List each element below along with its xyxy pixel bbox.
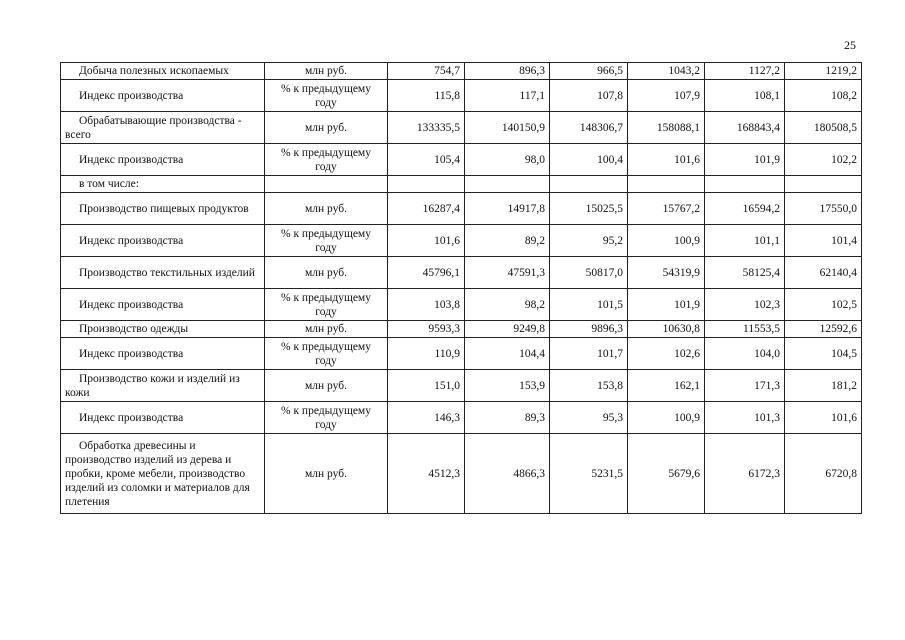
value-cell: 101,6 (388, 225, 465, 257)
value-cell: 58125,4 (705, 257, 785, 289)
row-name: в том числе: (61, 176, 265, 193)
row-name: Индекс производства (61, 338, 265, 370)
value-cell: 158088,1 (628, 112, 705, 144)
value-cell: 102,2 (785, 144, 862, 176)
value-cell: 140150,9 (465, 112, 550, 144)
value-cell: 102,6 (628, 338, 705, 370)
row-name: Обработка древесины и производство изделий из дерева и пробки, кроме мебели, производство изделий из соломки и материалов для плетения (61, 434, 265, 514)
table-row (61, 144, 862, 176)
value-cell (628, 176, 705, 193)
value-cell: 146,3 (388, 402, 465, 434)
value-cell: 103,8 (388, 289, 465, 321)
value-cell: 107,9 (628, 80, 705, 112)
value-cell: 95,3 (550, 402, 628, 434)
value-cell: 16594,2 (705, 193, 785, 225)
value-cell: 89,2 (465, 225, 550, 257)
value-cell: 54319,9 (628, 257, 705, 289)
row-name: Производство текстильных изделий (61, 257, 265, 289)
value-cell: 101,9 (628, 289, 705, 321)
value-cell: 12592,6 (785, 321, 862, 338)
value-cell (550, 176, 628, 193)
value-cell: 115,8 (388, 80, 465, 112)
value-cell: 108,1 (705, 80, 785, 112)
value-cell: 102,5 (785, 289, 862, 321)
row-unit: % к предыдущему году (265, 225, 388, 257)
table-row (61, 225, 862, 257)
value-cell: 6172,3 (705, 434, 785, 514)
row-unit (265, 176, 388, 193)
value-cell: 117,1 (465, 80, 550, 112)
table-row (61, 80, 862, 112)
row-name: Производство кожи и изделий из кожи (61, 370, 265, 402)
row-unit: % к предыдущему году (265, 402, 388, 434)
table-row (61, 321, 862, 338)
row-name: Индекс производства (61, 402, 265, 434)
value-cell: 181,2 (785, 370, 862, 402)
value-cell: 102,3 (705, 289, 785, 321)
value-cell: 104,4 (465, 338, 550, 370)
row-unit: млн руб. (265, 63, 388, 80)
row-unit: млн руб. (265, 193, 388, 225)
value-cell: 47591,3 (465, 257, 550, 289)
row-name: Обрабатывающие производства - всего (61, 112, 265, 144)
value-cell: 180508,5 (785, 112, 862, 144)
value-cell: 100,4 (550, 144, 628, 176)
value-cell (465, 176, 550, 193)
value-cell: 162,1 (628, 370, 705, 402)
row-unit: млн руб. (265, 321, 388, 338)
page-number: 25 (844, 38, 856, 52)
value-cell: 101,7 (550, 338, 628, 370)
value-cell: 14917,8 (465, 193, 550, 225)
value-cell: 5231,5 (550, 434, 628, 514)
row-unit: млн руб. (265, 434, 388, 514)
value-cell: 105,4 (388, 144, 465, 176)
row-unit: % к предыдущему году (265, 338, 388, 370)
value-cell: 16287,4 (388, 193, 465, 225)
row-name: Производство одежды (61, 321, 265, 338)
value-cell: 107,8 (550, 80, 628, 112)
table-row (61, 402, 862, 434)
value-cell (705, 176, 785, 193)
value-cell: 6720,8 (785, 434, 862, 514)
value-cell: 15767,2 (628, 193, 705, 225)
value-cell: 17550,0 (785, 193, 862, 225)
row-unit: млн руб. (265, 112, 388, 144)
value-cell: 100,9 (628, 225, 705, 257)
value-cell: 62140,4 (785, 257, 862, 289)
row-name: Индекс производства (61, 144, 265, 176)
row-unit: % к предыдущему году (265, 80, 388, 112)
value-cell: 168843,4 (705, 112, 785, 144)
row-name: Индекс производства (61, 289, 265, 321)
value-cell: 4866,3 (465, 434, 550, 514)
value-cell: 171,3 (705, 370, 785, 402)
table-row (61, 338, 862, 370)
value-cell: 104,0 (705, 338, 785, 370)
value-cell: 1127,2 (705, 63, 785, 80)
value-cell: 9249,8 (465, 321, 550, 338)
value-cell: 95,2 (550, 225, 628, 257)
value-cell (785, 176, 862, 193)
row-name: Добыча полезных ископаемых (61, 63, 265, 80)
value-cell: 9593,3 (388, 321, 465, 338)
value-cell: 101,6 (628, 144, 705, 176)
value-cell: 754,7 (388, 63, 465, 80)
value-cell: 153,8 (550, 370, 628, 402)
value-cell: 100,9 (628, 402, 705, 434)
value-cell: 101,5 (550, 289, 628, 321)
value-cell: 108,2 (785, 80, 862, 112)
row-unit: % к предыдущему году (265, 144, 388, 176)
value-cell: 98,0 (465, 144, 550, 176)
table-row (61, 63, 862, 80)
value-cell: 151,0 (388, 370, 465, 402)
value-cell: 1043,2 (628, 63, 705, 80)
value-cell: 101,3 (705, 402, 785, 434)
row-unit: % к предыдущему году (265, 289, 388, 321)
value-cell: 98,2 (465, 289, 550, 321)
value-cell: 148306,7 (550, 112, 628, 144)
table-row (61, 112, 862, 144)
value-cell: 966,5 (550, 63, 628, 80)
row-unit: млн руб. (265, 257, 388, 289)
value-cell: 45796,1 (388, 257, 465, 289)
table-row (61, 176, 862, 193)
value-cell: 101,4 (785, 225, 862, 257)
value-cell: 50817,0 (550, 257, 628, 289)
table-row (61, 193, 862, 225)
value-cell: 133335,5 (388, 112, 465, 144)
value-cell: 1219,2 (785, 63, 862, 80)
value-cell: 101,6 (785, 402, 862, 434)
value-cell: 15025,5 (550, 193, 628, 225)
row-name: Индекс производства (61, 225, 265, 257)
row-name: Индекс производства (61, 80, 265, 112)
row-name: Производство пищевых продуктов (61, 193, 265, 225)
industry-statistics-table (60, 62, 862, 514)
table-row (61, 370, 862, 402)
value-cell: 11553,5 (705, 321, 785, 338)
value-cell: 101,9 (705, 144, 785, 176)
value-cell: 9896,3 (550, 321, 628, 338)
value-cell: 101,1 (705, 225, 785, 257)
value-cell (388, 176, 465, 193)
table-row (61, 257, 862, 289)
value-cell: 104,5 (785, 338, 862, 370)
value-cell: 110,9 (388, 338, 465, 370)
value-cell: 4512,3 (388, 434, 465, 514)
value-cell: 153,9 (465, 370, 550, 402)
value-cell: 5679,6 (628, 434, 705, 514)
table-row (61, 289, 862, 321)
value-cell: 896,3 (465, 63, 550, 80)
value-cell: 10630,8 (628, 321, 705, 338)
table-row (61, 434, 862, 514)
row-unit: млн руб. (265, 370, 388, 402)
value-cell: 89,3 (465, 402, 550, 434)
